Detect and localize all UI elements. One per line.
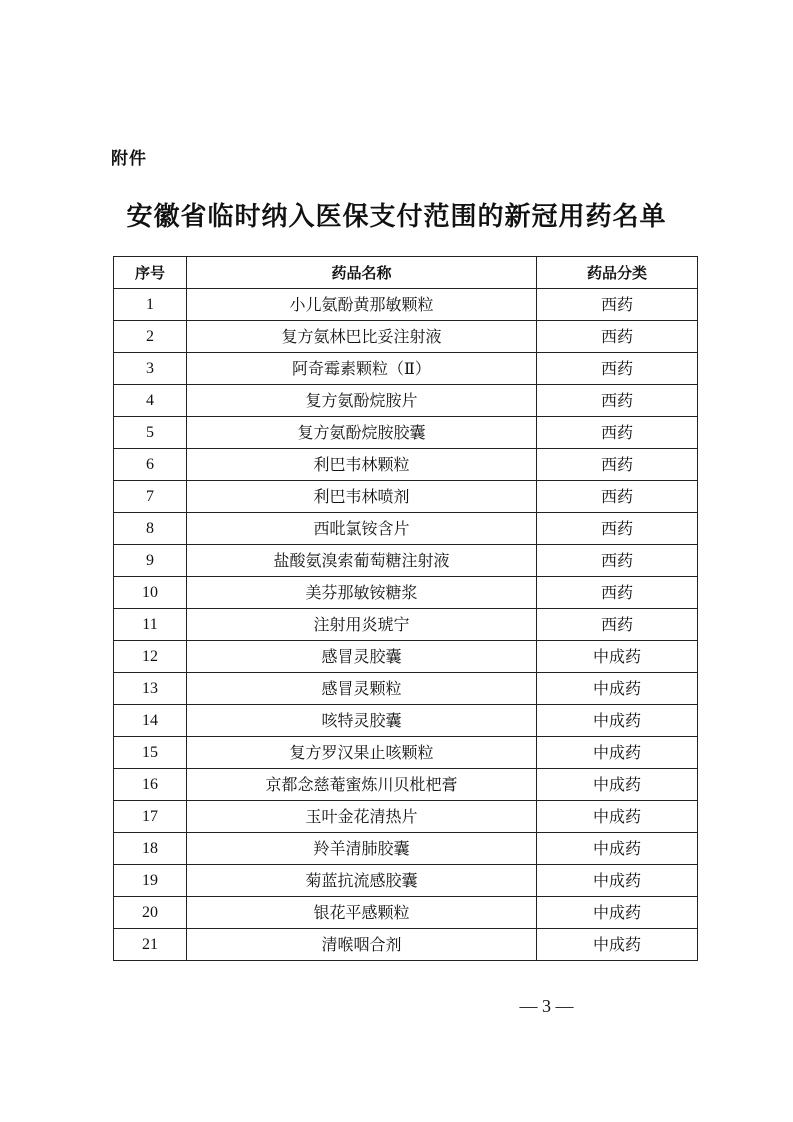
cell-drug-name: 西吡氯铵含片: [187, 513, 537, 545]
cell-drug-category: 西药: [537, 417, 698, 449]
cell-drug-name: 美芬那敏铵糖浆: [187, 577, 537, 609]
table-row: [114, 769, 698, 801]
attachment-label: 附件: [111, 149, 147, 169]
cell-drug-name: 咳特灵胶囊: [187, 705, 537, 737]
cell-drug-name: 小儿氨酚黄那敏颗粒: [187, 289, 537, 321]
cell-number: 14: [114, 705, 187, 737]
table-row: [114, 609, 698, 641]
cell-drug-name: 阿奇霉素颗粒（Ⅱ）: [187, 353, 537, 385]
cell-number: 6: [114, 449, 187, 481]
cell-drug-name: 感冒灵胶囊: [187, 641, 537, 673]
table-row: [114, 449, 698, 481]
document-title: 安徽省临时纳入医保支付范围的新冠用药名单: [126, 202, 667, 232]
cell-drug-name: 盐酸氨溴索葡萄糖注射液: [187, 545, 537, 577]
cell-drug-category: 西药: [537, 545, 698, 577]
cell-number: 17: [114, 801, 187, 833]
table-row: [114, 353, 698, 385]
cell-drug-name: 菊蓝抗流感胶囊: [187, 865, 537, 897]
cell-number: 19: [114, 865, 187, 897]
cell-drug-name: 利巴韦林喷剂: [187, 481, 537, 513]
cell-number: 15: [114, 737, 187, 769]
cell-number: 5: [114, 417, 187, 449]
table-row: [114, 897, 698, 929]
table-row: [114, 929, 698, 961]
cell-number: 1: [114, 289, 187, 321]
cell-number: 2: [114, 321, 187, 353]
drug-list-table: [113, 256, 698, 961]
cell-drug-category: 西药: [537, 609, 698, 641]
cell-drug-name: 注射用炎琥宁: [187, 609, 537, 641]
cell-number: 4: [114, 385, 187, 417]
table-body: [114, 289, 698, 961]
table-row: [114, 385, 698, 417]
header-drug-name: 药品名称: [187, 257, 537, 289]
page-number: — 3 —: [519, 996, 574, 1016]
cell-drug-category: 中成药: [537, 833, 698, 865]
cell-drug-category: 西药: [537, 385, 698, 417]
cell-drug-name: 复方罗汉果止咳颗粒: [187, 737, 537, 769]
cell-drug-name: 玉叶金花清热片: [187, 801, 537, 833]
table-row: [114, 705, 698, 737]
table-row: [114, 801, 698, 833]
table-row: [114, 545, 698, 577]
cell-drug-category: 西药: [537, 577, 698, 609]
cell-drug-category: 西药: [537, 481, 698, 513]
cell-drug-category: 西药: [537, 353, 698, 385]
cell-number: 18: [114, 833, 187, 865]
cell-number: 8: [114, 513, 187, 545]
table-row: [114, 577, 698, 609]
cell-drug-category: 西药: [537, 321, 698, 353]
cell-drug-name: 复方氨酚烷胺胶囊: [187, 417, 537, 449]
cell-number: 11: [114, 609, 187, 641]
cell-number: 20: [114, 897, 187, 929]
cell-drug-name: 感冒灵颗粒: [187, 673, 537, 705]
table-row: [114, 481, 698, 513]
cell-number: 3: [114, 353, 187, 385]
table-row: [114, 865, 698, 897]
cell-drug-category: 中成药: [537, 801, 698, 833]
cell-drug-name: 清喉咽合剂: [187, 929, 537, 961]
cell-drug-category: 中成药: [537, 897, 698, 929]
table-row: [114, 513, 698, 545]
cell-drug-category: 西药: [537, 449, 698, 481]
cell-number: 10: [114, 577, 187, 609]
cell-drug-category: 中成药: [537, 737, 698, 769]
table-row: [114, 737, 698, 769]
table-row: [114, 417, 698, 449]
cell-number: 13: [114, 673, 187, 705]
cell-drug-category: 中成药: [537, 673, 698, 705]
cell-drug-category: 中成药: [537, 705, 698, 737]
header-drug-category: 药品分类: [537, 257, 698, 289]
cell-drug-name: 利巴韦林颗粒: [187, 449, 537, 481]
cell-number: 12: [114, 641, 187, 673]
cell-number: 9: [114, 545, 187, 577]
cell-drug-name: 京都念慈菴蜜炼川贝枇杷膏: [187, 769, 537, 801]
cell-drug-category: 中成药: [537, 641, 698, 673]
table-row: [114, 321, 698, 353]
cell-drug-name: 复方氨酚烷胺片: [187, 385, 537, 417]
table-header-row: [114, 257, 698, 289]
cell-drug-category: 中成药: [537, 929, 698, 961]
cell-drug-name: 羚羊清肺胶囊: [187, 833, 537, 865]
header-number: 序号: [114, 257, 187, 289]
cell-number: 7: [114, 481, 187, 513]
cell-drug-name: 银花平感颗粒: [187, 897, 537, 929]
table-row: [114, 641, 698, 673]
cell-number: 16: [114, 769, 187, 801]
cell-number: 21: [114, 929, 187, 961]
cell-drug-name: 复方氨林巴比妥注射液: [187, 321, 537, 353]
cell-drug-category: 西药: [537, 513, 698, 545]
cell-drug-category: 中成药: [537, 769, 698, 801]
table-row: [114, 833, 698, 865]
table-row: [114, 673, 698, 705]
cell-drug-category: 中成药: [537, 865, 698, 897]
cell-drug-category: 西药: [537, 289, 698, 321]
table-row: [114, 289, 698, 321]
